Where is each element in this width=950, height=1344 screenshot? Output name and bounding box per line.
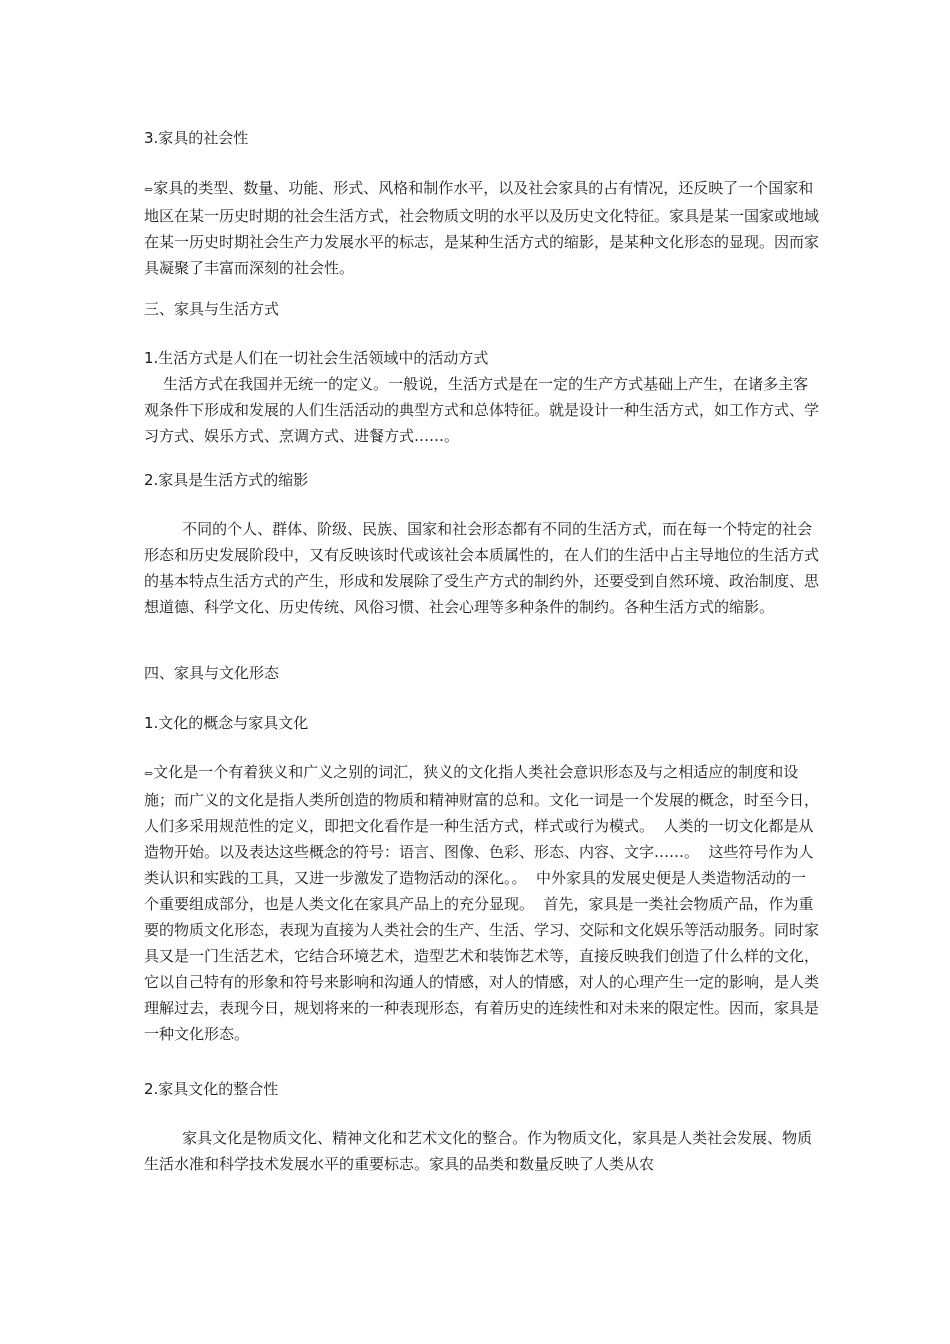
section-heading-social-nature: 3.家具的社会性 [144,129,249,147]
subsection-heading-culture-concept: 1.文化的概念与家具文化 [144,714,309,732]
paragraph-text: 文化是一个有着狭义和广义之别的词汇，狭义的文化指人类社会意识形态及与之相适应的制度和设施；而广义的文化是指人类所创造的物质和精神财富的总和。文化一词是一个发展的概念，时至今日，人们多采用规范性的定义，即把文化看作是一种生活方式，样式或行为模式。 人类的一切文化都是从造物开始。以及表达这些概念的符号：语言、图像、色彩、形态、内容、文字……。 这些符号作为人类认识和实践的工具，又进一步激发了造物活动的深化。。 中外家具的发展史便是人类造物活动的一个重要组成部分，也是人类文化在家具产品上的充分显现。 首先，家具是一类社会物质产品，作为重要的物质文化形态，表现为直接为人类社会的生产、生活、学习、交际和文化娱乐等活动服务。同时家具又是一门生活艺术，它结合环境艺术，造型艺术和装饰艺术等，直接反映我们创造了什么样的文化，它以自己特有的形象和符号来影响和沟通人的情感，对人的情感，对人的心理产生一定的影响，是人类理解过去，表现今日，规划将来的一种表现形态，有着历史的连续性和对未来的限定性。因而，家具是一种文化形态。 [144,763,820,1043]
chapter-heading-culture: 四、家具与文化形态 [144,664,280,682]
paragraph-culture-concept [144,759,820,1047]
subsection-heading-furniture-lifestyle: 2.家具是生活方式的缩影 [144,471,309,489]
paragraph-marker-icon: ⇔ [144,767,153,780]
subsection-heading-culture-integration: 2.家具文化的整合性 [144,1080,279,1098]
chapter-heading-lifestyle: 三、家具与生活方式 [144,300,280,318]
subsection-heading-lifestyle-definition: 1.生活方式是人们在一切社会生活领域中的活动方式 [144,349,489,367]
paragraph-marker-icon: ⇔ [144,183,153,196]
paragraph-lifestyle-definition: 生活方式在我国并无统一的定义。一般说，生活方式是在一定的生产方式基础上产生，在诸多主客观条件下形成和发展的人们生活活动的典型方式和总体特征。就是设计一种生活方式，如工作方式、学习方式、娱乐方式、烹调方式、进餐方式……。 [144,375,820,445]
paragraph-social-nature [144,175,820,281]
paragraph-culture-integration: 家具文化是物质文化、精神文化和艺术文化的整合。作为物质文化，家具是人类社会发展、物质生活水准和科学技术发展水平的重要标志。家具的品类和数量反映了人类从农 [144,1129,813,1173]
paragraph-text: 家具的类型、数量、功能、形式、风格和制作水平，以及社会家具的占有情况，还反映了一个国家和地区在某一历史时期的社会生活方式，社会物质文明的水平以及历史文化特征。家具是某一国家或地域在某一历史时期社会生产力发展水平的标志，是某种生活方式的缩影，是某种文化形态的显现。因而家具凝聚了丰富而深刻的社会性。 [144,179,820,277]
paragraph-furniture-lifestyle: 不同的个人、群体、阶级、民族、国家和社会形态都有不同的生活方式，而在每一个特定的社会形态和历史发展阶段中，又有反映该时代或该社会本质属性的，在人们的生活中占主导地位的生活方式的基本特点生活方式的产生，形成和发展除了受生产方式的制约外，还要受到自然环境、政治制度、思想道德、科学文化、历史传统、风俗习惯、社会心理等多种条件的制约。各种生活方式的缩影。 [144,520,820,616]
